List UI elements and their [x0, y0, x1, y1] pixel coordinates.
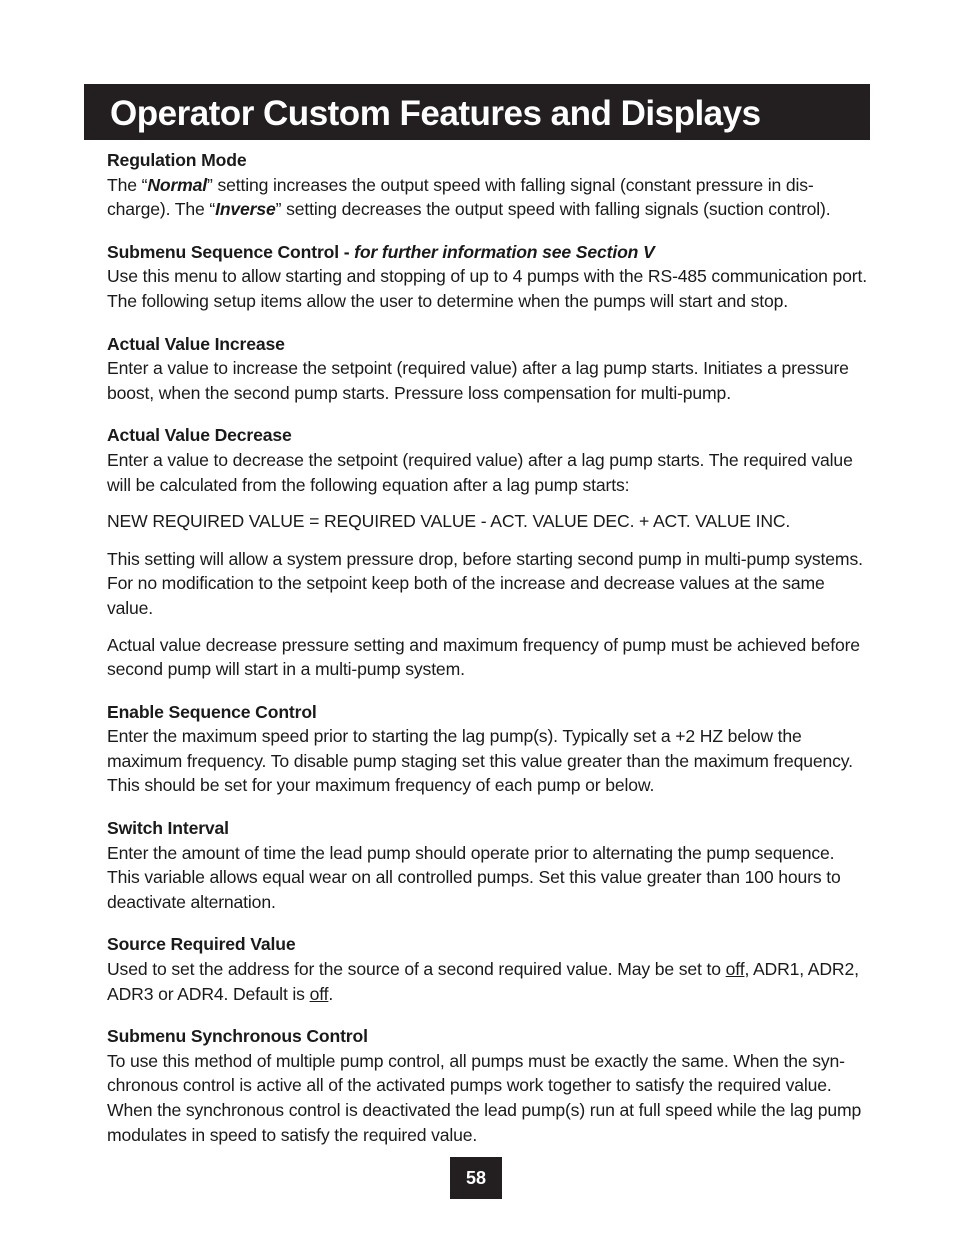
text-segment: , ADR1, ADR2, ADR3 or ADR4. Default is [107, 959, 859, 1004]
content [107, 148, 869, 1165]
body-actual-value-decrease-2: This setting will allow a system pressure drop, before starting second pump in multi-pump systems. For no modification to the setpoint keep both of the increase and decrease values at the same value. [107, 548, 863, 618]
term-off: off [725, 959, 745, 980]
title-bar [84, 84, 870, 140]
page-title: Operator Custom Features and Displays [110, 94, 761, 133]
section-actual-value-increase [107, 332, 869, 406]
term-normal: Normal [147, 174, 208, 195]
term-inverse: Inverse [215, 199, 276, 220]
text-segment: Used to set the address for the source of a second required value. May be set to [107, 959, 726, 980]
equation: NEW REQUIRED VALUE = REQUIRED VALUE - ACT. VALUE DEC. + ACT. VALUE INC. [107, 511, 791, 532]
body-actual-value-increase: Enter a value to increase the setpoint (required value) after a lag pump starts. Initiates a pressure boost, when the second pump starts. Pressure loss compensation for multi-pump. [107, 358, 849, 403]
term-off-default: off [309, 983, 329, 1004]
section-submenu-synchronous [107, 1024, 869, 1147]
text-segment: ” setting increases the output speed with falling signal (constant pressure in dis-charge). The “ [107, 174, 814, 220]
heading-actual-value-decrease: Actual Value Decrease [107, 425, 292, 446]
heading-switch-interval: Switch Interval [107, 818, 229, 839]
heading-actual-value-increase: Actual Value Increase [107, 333, 285, 354]
section-actual-value-decrease [107, 423, 869, 681]
body-submenu-synchronous: To use this method of multiple pump control, all pumps must be exactly the same. When the syn-chronous control is active all of the activated pumps work together to satisfy the required value. When the synchronous control is deactivated the lead pump(s) run at full speed while the lag pump modulates in speed to satisfy the required value. [107, 1050, 862, 1145]
body-switch-interval: Enter the amount of time the lead pump should operate prior to alternating the pump sequence. This variable allows equal wear on all controlled pumps. Set this value greater than 100 hours to deactivate alternation. [107, 842, 841, 912]
heading-text: Submenu Sequence Control - [107, 241, 355, 262]
heading-regulation-mode: Regulation Mode [107, 150, 247, 170]
heading-italic-note: for further information see Section V [354, 241, 655, 262]
section-switch-interval [107, 816, 869, 914]
body-enable-sequence: Enter the maximum speed prior to starting the lag pump(s). Typically set a +2 HZ below the maximum frequency. To disable pump staging set this value greater than the maximum frequency. This should be set for your maximum frequency of each pump or below. [107, 726, 853, 796]
text-segment: The “ [107, 174, 148, 195]
text-segment: ” setting decreases the output speed with falling signals (suction control). [275, 199, 831, 220]
page-number: 58 [450, 1157, 502, 1199]
heading-enable-sequence: Enable Sequence Control [107, 701, 317, 722]
section-enable-sequence [107, 700, 869, 798]
heading-submenu-sequence [107, 240, 869, 265]
body-source-required [107, 957, 869, 1006]
body-submenu-sequence: Use this menu to allow starting and stopping of up to 4 pumps with the RS-485 communication port. The following setup items allow the user to determine when the pumps will start and stop. [107, 266, 867, 311]
heading-source-required: Source Required Value [107, 934, 296, 955]
heading-submenu-synchronous: Submenu Synchronous Control [107, 1026, 368, 1047]
section-source-required [107, 932, 869, 1006]
body-actual-value-decrease: Enter a value to decrease the setpoint (required value) after a lag pump starts. The required value will be calculated from the following equation after a lag pump starts: [107, 449, 853, 495]
text-segment: . [328, 983, 334, 1004]
body-regulation-mode [107, 173, 869, 222]
section-submenu-sequence [107, 240, 869, 314]
section-regulation-mode [107, 148, 869, 222]
body-actual-value-decrease-3: Actual value decrease pressure setting and maximum frequency of pump must be achieved before second pump will start in a multi-pump system. [107, 634, 860, 680]
